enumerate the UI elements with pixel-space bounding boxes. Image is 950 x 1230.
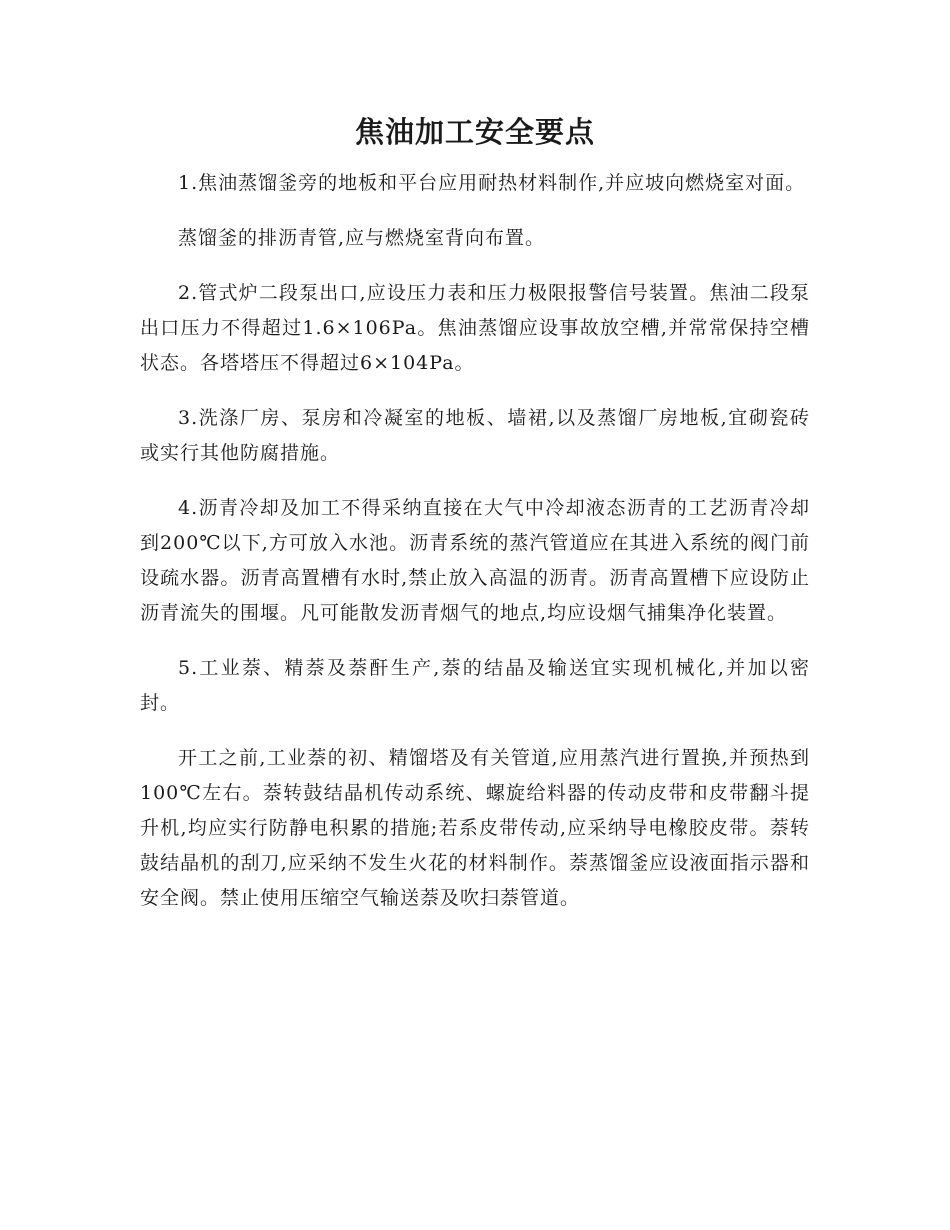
paragraph-4: 3.洗涤厂房、泵房和冷凝室的地板、墙裙,以及蒸馏厂房地板,宜砌瓷砖或实行其他防腐措施。 (140, 407, 810, 464)
paragraph-3: 2.管式炉二段泵出口,应设压力表和压力极限报警信号装置。焦油二段泵出口压力不得超过1.6×106Pa。焦油蒸馏应设事故放空槽,并常常保持空槽状态。各塔塔压不得超过6×104Pa。 (140, 282, 810, 374)
paragraph-6: 5.工业萘、精萘及萘酐生产,萘的结晶及输送宜实现机械化,并加以密封。 (140, 657, 810, 714)
paragraph-7: 开工之前,工业萘的初、精馏塔及有关管道,应用蒸汽进行置换,并预热到100℃左右。萘转鼓结晶机传动系统、螺旋给料器的传动皮带和皮带翻斗提升机,均应实行防静电积累的措施;若系皮带传动,应采纳导电橡胶皮带。萘转鼓结晶机的刮刀,应采纳不发生火花的材料制作。萘蒸馏釜应设液面指示器和安全阀。禁止使用压缩空气输送萘及吹扫萘管道。 (140, 747, 810, 909)
paragraph-2: 蒸馏釜的排沥青管,应与燃烧室背向布置。 (178, 227, 546, 249)
paragraph-5: 4.沥青冷却及加工不得采纳直接在大气中冷却液态沥青的工艺沥青冷却到200℃以下,方可放入水池。沥青系统的蒸汽管道应在其进入系统的阀门前设疏水器。沥青高置槽有水时,禁止放入高温的沥青。沥青高置槽下应设防止沥青流失的围堰。凡可能散发沥青烟气的地点,均应设烟气捕集净化装置。 (140, 497, 810, 624)
document-title: 焦油加工安全要点 (354, 115, 595, 149)
paragraph-1: 1.焦油蒸馏釜旁的地板和平台应用耐热材料制作,并应坡向燃烧室对面。 (178, 172, 806, 194)
